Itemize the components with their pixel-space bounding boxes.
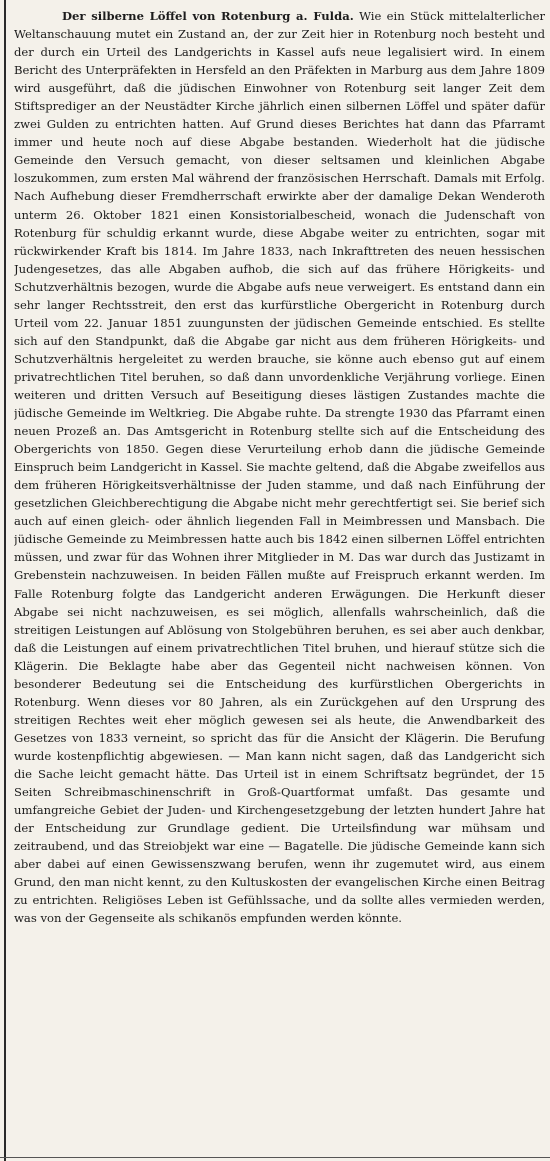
article bbox=[14, 7, 545, 1157]
article-paragraph bbox=[14, 7, 545, 927]
column-rule bbox=[4, 0, 6, 1161]
article-body: Wie ein Stück mittelalterlicher Weltanschauung mutet ein Zustand an, der zur Zeit hier in Rotenburg noch besteht und der durch ein Urteil des Landgerichts in Kassel aufs neue legalisiert wird. In einem Bericht des Unterpräfekten in Hersfeld an den Präfekten in Marburg aus dem Jahre 1809 wird ausgeführt, daß die jüdischen Einwohner von Rotenburg seit langer Zeit dem Stiftsprediger an der Neustädter Kirche jährlich einen silbernen Löffel und später dafür zwei Gulden zu entrichten hatten. Auf Grund dieses Berichtes hat dann das Pfarramt immer und heute noch auf diese Abgabe bestanden. Wiederholt hat die jüdische Gemeinde den Versuch gemacht, von dieser seltsamen und kleinlichen Abgabe loszukommen, zum ersten Mal während der französischen Herrschaft. Damals mit Erfolg. Nach Aufhebung dieser Fremdherrschaft erwirkte aber der damalige Dekan Wenderoth unterm 26. Oktober 1821 einen Konsistorialbescheid, wonach die Judenschaft von Rotenburg für schuldig erkannt wurde, diese Abgabe weiter zu entrichten, sogar mit rückwirkender Kraft bis 1814. Im Jahre 1833, nach Inkrafttreten des neuen hessischen Judengesetzes, das alle Abgaben aufhob, die sich auf das frühere Hörigkeits- und Schutzverhältnis bezogen, wurde die Abgabe aufs neue verweigert. Es entstand dann ein sehr langer Rechtsstreit, den erst das kurfürstliche Obergericht in Rotenburg durch Urteil vom 22. Januar 1851 zuungunsten der jüdischen Gemeinde entschied. Es stellte sich auf den Standpunkt, daß die Abgabe gar nicht aus dem früheren Hörigkeits- und Schutzverhältnis hergeleitet zu werden brauche, sie könne auch ebenso gut auf einem privatrechtlichen Titel beruhen, so daß dann unvordenkliche Verjährung vorliege. Einen weiteren und dritten Versuch auf Beseitigung dieses lästigen Zustandes machte die jüdische Gemeinde im Weltkrieg. Die Abgabe ruhte. Da strengte 1930 das Pfarramt einen neuen Prozeß an. Das Amtsgericht in Rotenburg stellte sich auf die Entscheidung des Obergerichts von 1850. Gegen diese Verurteilung erhob dann die jüdische Gemeinde Einspruch beim Landgericht in Kassel. Sie machte geltend, daß die Abgabe zweifellos aus dem früheren Hörigkeitsverhältnisse der Juden stamme, und daß nach Einführung der gesetzlichen Gleichberechtigung die Abgabe nicht mehr gerechtfertigt sei. Sie berief sich auch auf einen gleich- oder ähnlich liegenden Fall in Meimbressen und Mansbach. Die jüdische Gemeinde zu Meimbressen hatte auch bis 1842 einen silbernen Löffel entrichten müssen, und zwar für das Wohnen ihrer Mitglieder in M. Das war durch das Justizamt in Grebenstein nachzuweisen. In beiden Fällen mußte auf Freispruch erkannt werden. Im Falle Rotenburg folgte das Landgericht anderen Erwägungen. Die Herkunft dieser Abgabe sei nicht nachzuweisen, es sei möglich, allenfalls wahrscheinlich, daß die streitigen Leistungen auf Ablösung von Stolgebühren beruhen, es sei aber auch denkbar, daß die Leistungen auf einem privatrechtlichen Titel bruhen, und hierauf stütze sich die Klägerin. Die Beklagte habe aber das Gegenteil nicht nachweisen können. Von besonderer Bedeutung sei die Entscheidung des kurfürstlichen Obergerichts in Rotenburg. Wenn dieses vor 80 Jahren, als ein Zurückgehen auf den Ursprung des streitigen Rechtes weit eher möglich gewesen sei als heute, die Anwendbarkeit des Gesetzes von 1833 verneint, so spricht das für die Ansicht der Klägerin. Die Berufung wurde kostenpflichtig abgewiesen. — Man kann nicht sagen, daß das Landgericht sich die Sache leicht gemacht hätte. Das Urteil ist in einem Schriftsatz begründet, der 15 Seiten Schreibmaschinenschrift in Groß-Quartformat umfaßt. Das gesamte und umfangreiche Gebiet der Juden- und Kirchengesetzgebung der letzten hundert Jahre hat der Entscheidung zur Grundlage gedient. Die Urteilsfindung war mühsam und zeitraubend, und das Streiobjekt war eine — Bagatelle. Die jüdische Gemeinde kann sich aber dabei auf einen Gewissenszwang berufen, wenn ihr zugemutet wird, aus einem Grund, den man nicht kennt, zu den Kultuskosten der evangelischen Kirche einen Beitrag zu entrichten. Religiöses Leben ist Gefühlssache, und da sollte alles vermieden werden, was von der Gegenseite als schikanös empfunden werden könnte. bbox=[14, 9, 545, 926]
article-headline: Der silberne Löffel von Rotenburg a. Fulda. bbox=[62, 9, 354, 23]
bottom-rule bbox=[0, 1157, 550, 1158]
